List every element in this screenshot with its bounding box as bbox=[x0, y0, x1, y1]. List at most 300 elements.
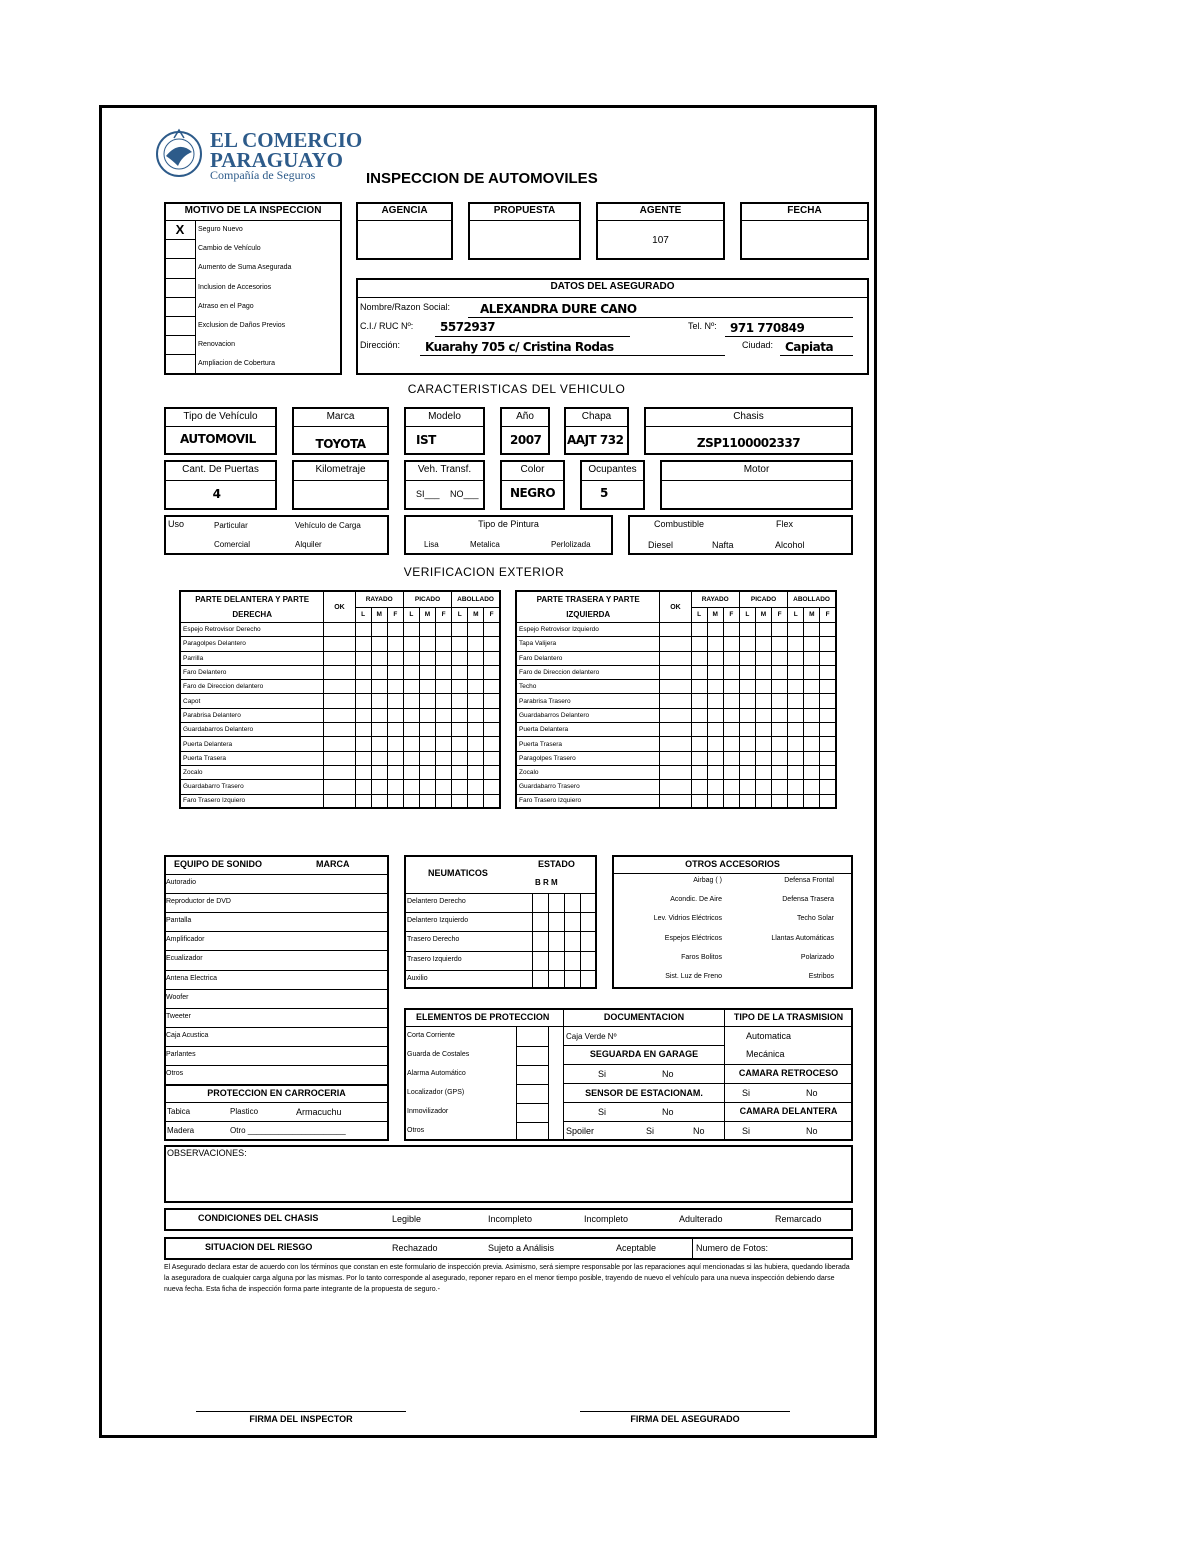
verif-right-check-cell[interactable] bbox=[707, 737, 723, 751]
verif-right-check-cell[interactable] bbox=[804, 794, 820, 808]
verif-left-check-cell[interactable] bbox=[468, 708, 484, 722]
verif-right-check-cell[interactable] bbox=[804, 637, 820, 651]
verif-left-check-cell[interactable] bbox=[452, 708, 468, 722]
verif-left-check-cell[interactable] bbox=[419, 723, 435, 737]
verif-right-check-cell[interactable] bbox=[788, 694, 804, 708]
pintura-lisa[interactable]: Lisa bbox=[424, 540, 439, 549]
verif-right-check-cell[interactable] bbox=[755, 794, 771, 808]
sensor-si[interactable]: Si bbox=[598, 1107, 607, 1117]
verif-right-check-cell[interactable] bbox=[739, 794, 755, 808]
verif-left-check-cell[interactable] bbox=[355, 751, 371, 765]
verif-left-check-cell[interactable] bbox=[355, 794, 371, 808]
verif-left-check-cell[interactable] bbox=[436, 637, 452, 651]
verif-left-check-cell[interactable] bbox=[468, 737, 484, 751]
verif-right-check-cell[interactable] bbox=[739, 765, 755, 779]
verif-right-check-cell[interactable] bbox=[707, 780, 723, 794]
verif-left-check-cell[interactable] bbox=[324, 651, 355, 665]
verif-right-check-cell[interactable] bbox=[691, 737, 707, 751]
verif-left-check-cell[interactable] bbox=[419, 737, 435, 751]
garage-no[interactable]: No bbox=[662, 1069, 674, 1079]
verif-left-check-cell[interactable] bbox=[403, 737, 419, 751]
otros-right-item[interactable]: Llantas Automáticas bbox=[771, 934, 834, 942]
verif-right-check-cell[interactable] bbox=[755, 637, 771, 651]
verif-left-check-cell[interactable] bbox=[468, 665, 484, 679]
verif-right-check-cell[interactable] bbox=[772, 737, 788, 751]
uso-alquiler[interactable]: Alquiler bbox=[295, 540, 322, 549]
verif-right-check-cell[interactable] bbox=[723, 794, 739, 808]
verif-right-check-cell[interactable] bbox=[804, 765, 820, 779]
verif-right-check-cell[interactable] bbox=[707, 765, 723, 779]
proteccion-madera[interactable]: Madera bbox=[167, 1126, 195, 1135]
proteccion-tabica[interactable]: Tabica bbox=[167, 1107, 191, 1116]
verif-right-check-cell[interactable] bbox=[691, 765, 707, 779]
verif-left-check-cell[interactable] bbox=[387, 680, 403, 694]
verif-right-check-cell[interactable] bbox=[820, 737, 836, 751]
verif-right-check-cell[interactable] bbox=[660, 637, 691, 651]
verif-right-check-cell[interactable] bbox=[755, 651, 771, 665]
verif-left-check-cell[interactable] bbox=[355, 637, 371, 651]
verif-right-check-cell[interactable] bbox=[804, 651, 820, 665]
verif-right-check-cell[interactable] bbox=[820, 694, 836, 708]
verif-left-check-cell[interactable] bbox=[484, 751, 500, 765]
observaciones-box[interactable] bbox=[164, 1145, 853, 1203]
verif-left-check-cell[interactable] bbox=[371, 780, 387, 794]
verif-right-check-cell[interactable] bbox=[707, 751, 723, 765]
verif-left-check-cell[interactable] bbox=[387, 723, 403, 737]
verif-right-check-cell[interactable] bbox=[788, 723, 804, 737]
verif-left-check-cell[interactable] bbox=[387, 637, 403, 651]
verif-right-check-cell[interactable] bbox=[691, 651, 707, 665]
verif-left-check-cell[interactable] bbox=[436, 680, 452, 694]
verif-left-check-cell[interactable] bbox=[355, 708, 371, 722]
motivo-checkbox[interactable]: X bbox=[175, 222, 185, 237]
verif-left-check-cell[interactable] bbox=[419, 623, 435, 637]
verif-left-check-cell[interactable] bbox=[484, 651, 500, 665]
verif-left-check-cell[interactable] bbox=[419, 637, 435, 651]
verif-left-check-cell[interactable] bbox=[371, 708, 387, 722]
verif-left-check-cell[interactable] bbox=[355, 723, 371, 737]
verif-left-check-cell[interactable] bbox=[387, 651, 403, 665]
transmision-auto[interactable]: Automatica bbox=[746, 1031, 792, 1041]
verif-right-check-cell[interactable] bbox=[660, 751, 691, 765]
verif-right-check-cell[interactable] bbox=[755, 751, 771, 765]
verif-right-check-cell[interactable] bbox=[772, 708, 788, 722]
verif-right-check-cell[interactable] bbox=[660, 737, 691, 751]
verif-right-check-cell[interactable] bbox=[788, 737, 804, 751]
verif-left-check-cell[interactable] bbox=[436, 780, 452, 794]
chasis-opt-incompleto-1[interactable]: Incompleto bbox=[488, 1214, 533, 1224]
verif-left-check-cell[interactable] bbox=[452, 680, 468, 694]
verif-right-check-cell[interactable] bbox=[755, 665, 771, 679]
verif-right-check-cell[interactable] bbox=[755, 723, 771, 737]
verif-left-check-cell[interactable] bbox=[324, 780, 355, 794]
verif-left-check-cell[interactable] bbox=[387, 623, 403, 637]
otros-right-item[interactable]: Techo Solar bbox=[797, 915, 834, 923]
verif-left-check-cell[interactable] bbox=[324, 680, 355, 694]
verif-left-check-cell[interactable] bbox=[484, 794, 500, 808]
verif-right-check-cell[interactable] bbox=[820, 708, 836, 722]
combustible-nafta[interactable]: Nafta bbox=[712, 540, 734, 550]
verif-right-check-cell[interactable] bbox=[804, 737, 820, 751]
verif-right-check-cell[interactable] bbox=[723, 765, 739, 779]
verif-left-check-cell[interactable] bbox=[403, 694, 419, 708]
verif-left-check-cell[interactable] bbox=[387, 665, 403, 679]
verif-right-check-cell[interactable] bbox=[755, 780, 771, 794]
verif-right-check-cell[interactable] bbox=[755, 623, 771, 637]
verif-right-check-cell[interactable] bbox=[691, 751, 707, 765]
verif-right-check-cell[interactable] bbox=[691, 723, 707, 737]
proteccion-plastico[interactable]: Plastico bbox=[230, 1107, 259, 1116]
verif-left-check-cell[interactable] bbox=[436, 765, 452, 779]
verif-right-check-cell[interactable] bbox=[788, 680, 804, 694]
verif-right-check-cell[interactable] bbox=[772, 623, 788, 637]
verif-right-check-cell[interactable] bbox=[707, 651, 723, 665]
verif-left-check-cell[interactable] bbox=[436, 694, 452, 708]
verif-right-check-cell[interactable] bbox=[804, 665, 820, 679]
verif-left-check-cell[interactable] bbox=[371, 651, 387, 665]
chasis-opt-legible[interactable]: Legible bbox=[392, 1214, 422, 1224]
transf-si[interactable]: SI___ bbox=[416, 489, 440, 499]
verif-left-check-cell[interactable] bbox=[452, 723, 468, 737]
otros-right-item[interactable]: Polarizado bbox=[800, 953, 834, 961]
verif-right-check-cell[interactable] bbox=[788, 780, 804, 794]
verif-right-check-cell[interactable] bbox=[723, 623, 739, 637]
verif-left-check-cell[interactable] bbox=[371, 737, 387, 751]
verif-right-check-cell[interactable] bbox=[723, 723, 739, 737]
otros-left-item[interactable]: Sist. Luz de Freno bbox=[665, 973, 722, 980]
verif-left-check-cell[interactable] bbox=[324, 765, 355, 779]
verif-right-check-cell[interactable] bbox=[707, 623, 723, 637]
verif-right-check-cell[interactable] bbox=[820, 651, 836, 665]
otros-left-item[interactable]: Faros Bolitos bbox=[681, 953, 722, 961]
verif-right-check-cell[interactable] bbox=[739, 708, 755, 722]
proteccion-otro[interactable]: Otro ______________________ bbox=[230, 1126, 346, 1135]
verif-right-check-cell[interactable] bbox=[707, 694, 723, 708]
delantera-no[interactable]: No bbox=[806, 1126, 818, 1136]
verif-left-check-cell[interactable] bbox=[371, 723, 387, 737]
verif-left-check-cell[interactable] bbox=[387, 694, 403, 708]
verif-left-check-cell[interactable] bbox=[419, 765, 435, 779]
pintura-metalica[interactable]: Metalica bbox=[470, 540, 500, 549]
verif-left-check-cell[interactable] bbox=[452, 794, 468, 808]
chasis-opt-adulterado[interactable]: Adulterado bbox=[679, 1214, 723, 1224]
verif-left-check-cell[interactable] bbox=[403, 794, 419, 808]
otros-right-item[interactable]: Defensa Frontal bbox=[784, 877, 834, 884]
verif-left-check-cell[interactable] bbox=[355, 765, 371, 779]
verif-right-check-cell[interactable] bbox=[707, 665, 723, 679]
verif-left-check-cell[interactable] bbox=[484, 723, 500, 737]
proteccion-armacuchu[interactable]: Armacuchu bbox=[296, 1107, 342, 1117]
verif-left-check-cell[interactable] bbox=[419, 794, 435, 808]
verif-left-check-cell[interactable] bbox=[484, 708, 500, 722]
verif-left-check-cell[interactable] bbox=[403, 665, 419, 679]
verif-left-check-cell[interactable] bbox=[484, 623, 500, 637]
verif-left-check-cell[interactable] bbox=[468, 765, 484, 779]
verif-left-check-cell[interactable] bbox=[324, 751, 355, 765]
verif-left-check-cell[interactable] bbox=[403, 651, 419, 665]
verif-left-check-cell[interactable] bbox=[324, 637, 355, 651]
uso-comercial[interactable]: Comercial bbox=[214, 540, 251, 549]
verif-right-check-cell[interactable] bbox=[723, 651, 739, 665]
verif-left-check-cell[interactable] bbox=[387, 794, 403, 808]
verif-left-check-cell[interactable] bbox=[452, 637, 468, 651]
verif-right-check-cell[interactable] bbox=[772, 637, 788, 651]
verif-left-check-cell[interactable] bbox=[371, 794, 387, 808]
verif-right-check-cell[interactable] bbox=[660, 665, 691, 679]
verif-right-check-cell[interactable] bbox=[660, 780, 691, 794]
verif-right-check-cell[interactable] bbox=[739, 723, 755, 737]
combustible-diesel[interactable]: Diesel bbox=[648, 540, 674, 550]
verif-right-check-cell[interactable] bbox=[739, 680, 755, 694]
verif-left-check-cell[interactable] bbox=[419, 708, 435, 722]
verif-left-check-cell[interactable] bbox=[324, 708, 355, 722]
verif-left-check-cell[interactable] bbox=[387, 780, 403, 794]
verif-left-check-cell[interactable] bbox=[403, 780, 419, 794]
verif-right-check-cell[interactable] bbox=[660, 765, 691, 779]
verif-right-check-cell[interactable] bbox=[772, 651, 788, 665]
verif-right-check-cell[interactable] bbox=[755, 680, 771, 694]
verif-left-check-cell[interactable] bbox=[436, 737, 452, 751]
verif-left-check-cell[interactable] bbox=[371, 665, 387, 679]
verif-left-check-cell[interactable] bbox=[484, 665, 500, 679]
verif-right-check-cell[interactable] bbox=[691, 780, 707, 794]
verif-left-check-cell[interactable] bbox=[468, 694, 484, 708]
garage-si[interactable]: Si bbox=[598, 1069, 607, 1079]
verif-left-check-cell[interactable] bbox=[436, 723, 452, 737]
combustible-flex[interactable]: Flex bbox=[776, 519, 794, 529]
verif-right-check-cell[interactable] bbox=[660, 794, 691, 808]
verif-right-check-cell[interactable] bbox=[788, 651, 804, 665]
verif-left-check-cell[interactable] bbox=[419, 680, 435, 694]
verif-right-check-cell[interactable] bbox=[788, 794, 804, 808]
chasis-opt-incompleto-2[interactable]: Incompleto bbox=[584, 1214, 629, 1224]
verif-left-check-cell[interactable] bbox=[452, 694, 468, 708]
verif-right-check-cell[interactable] bbox=[755, 708, 771, 722]
delantera-si[interactable]: Si bbox=[742, 1126, 751, 1136]
verif-left-check-cell[interactable] bbox=[436, 665, 452, 679]
verif-left-check-cell[interactable] bbox=[419, 751, 435, 765]
verif-left-check-cell[interactable] bbox=[436, 623, 452, 637]
verif-left-check-cell[interactable] bbox=[371, 623, 387, 637]
verif-right-check-cell[interactable] bbox=[772, 794, 788, 808]
verif-left-check-cell[interactable] bbox=[387, 751, 403, 765]
verif-right-check-cell[interactable] bbox=[820, 794, 836, 808]
verif-left-check-cell[interactable] bbox=[355, 780, 371, 794]
verif-right-check-cell[interactable] bbox=[723, 665, 739, 679]
verif-left-check-cell[interactable] bbox=[355, 623, 371, 637]
verif-right-check-cell[interactable] bbox=[723, 751, 739, 765]
verif-right-check-cell[interactable] bbox=[723, 708, 739, 722]
spoiler-no[interactable]: No bbox=[693, 1126, 705, 1136]
verif-left-check-cell[interactable] bbox=[452, 751, 468, 765]
verif-right-check-cell[interactable] bbox=[804, 680, 820, 694]
verif-right-check-cell[interactable] bbox=[660, 708, 691, 722]
verif-left-check-cell[interactable] bbox=[436, 708, 452, 722]
verif-right-check-cell[interactable] bbox=[723, 680, 739, 694]
verif-left-check-cell[interactable] bbox=[484, 694, 500, 708]
verif-right-check-cell[interactable] bbox=[820, 723, 836, 737]
verif-right-check-cell[interactable] bbox=[772, 665, 788, 679]
verif-right-check-cell[interactable] bbox=[739, 651, 755, 665]
verif-right-check-cell[interactable] bbox=[707, 723, 723, 737]
sensor-no[interactable]: No bbox=[662, 1107, 674, 1117]
verif-right-check-cell[interactable] bbox=[772, 751, 788, 765]
verif-left-check-cell[interactable] bbox=[355, 680, 371, 694]
verif-right-check-cell[interactable] bbox=[707, 637, 723, 651]
verif-left-check-cell[interactable] bbox=[436, 651, 452, 665]
verif-right-check-cell[interactable] bbox=[820, 680, 836, 694]
verif-left-check-cell[interactable] bbox=[468, 723, 484, 737]
verif-right-check-cell[interactable] bbox=[788, 751, 804, 765]
verif-right-check-cell[interactable] bbox=[804, 723, 820, 737]
chasis-opt-remarcado[interactable]: Remarcado bbox=[775, 1214, 822, 1224]
verif-right-check-cell[interactable] bbox=[660, 651, 691, 665]
verif-left-check-cell[interactable] bbox=[468, 680, 484, 694]
verif-right-check-cell[interactable] bbox=[772, 723, 788, 737]
verif-left-check-cell[interactable] bbox=[403, 708, 419, 722]
verif-left-check-cell[interactable] bbox=[371, 680, 387, 694]
verif-right-check-cell[interactable] bbox=[788, 765, 804, 779]
verif-left-check-cell[interactable] bbox=[436, 794, 452, 808]
verif-right-check-cell[interactable] bbox=[755, 737, 771, 751]
verif-right-check-cell[interactable] bbox=[660, 694, 691, 708]
otros-right-item[interactable]: Defensa Trasera bbox=[782, 896, 834, 904]
verif-left-check-cell[interactable] bbox=[468, 794, 484, 808]
riesgo-aceptable[interactable]: Aceptable bbox=[616, 1243, 657, 1253]
retroceso-no[interactable]: No bbox=[806, 1088, 818, 1098]
otros-left-item[interactable]: Acondic. De Aire bbox=[670, 896, 722, 904]
verif-right-check-cell[interactable] bbox=[707, 794, 723, 808]
verif-right-check-cell[interactable] bbox=[660, 680, 691, 694]
verif-left-check-cell[interactable] bbox=[355, 737, 371, 751]
verif-left-check-cell[interactable] bbox=[403, 765, 419, 779]
pintura-perlolizada[interactable]: Perlolizada bbox=[551, 540, 591, 549]
verif-left-check-cell[interactable] bbox=[452, 780, 468, 794]
verif-right-check-cell[interactable] bbox=[691, 794, 707, 808]
verif-left-check-cell[interactable] bbox=[468, 637, 484, 651]
verif-left-check-cell[interactable] bbox=[484, 637, 500, 651]
verif-left-check-cell[interactable] bbox=[387, 708, 403, 722]
riesgo-sujeto[interactable]: Sujeto a Análisis bbox=[488, 1243, 555, 1253]
verif-left-check-cell[interactable] bbox=[484, 680, 500, 694]
verif-left-check-cell[interactable] bbox=[452, 737, 468, 751]
verif-right-check-cell[interactable] bbox=[820, 780, 836, 794]
verif-right-check-cell[interactable] bbox=[772, 780, 788, 794]
transmision-mecanica[interactable]: Mecánica bbox=[746, 1049, 785, 1059]
verif-right-check-cell[interactable] bbox=[691, 708, 707, 722]
retroceso-si[interactable]: Si bbox=[742, 1088, 751, 1098]
verif-right-check-cell[interactable] bbox=[691, 665, 707, 679]
verif-left-check-cell[interactable] bbox=[419, 694, 435, 708]
verif-right-check-cell[interactable] bbox=[820, 765, 836, 779]
verif-right-check-cell[interactable] bbox=[788, 623, 804, 637]
verif-right-check-cell[interactable] bbox=[723, 637, 739, 651]
verif-left-check-cell[interactable] bbox=[324, 623, 355, 637]
verif-right-check-cell[interactable] bbox=[739, 737, 755, 751]
verif-left-check-cell[interactable] bbox=[355, 651, 371, 665]
verif-left-check-cell[interactable] bbox=[468, 623, 484, 637]
verif-right-check-cell[interactable] bbox=[691, 694, 707, 708]
otros-left-item[interactable]: Airbag ( ) bbox=[693, 877, 722, 884]
verif-right-check-cell[interactable] bbox=[723, 780, 739, 794]
verif-left-check-cell[interactable] bbox=[324, 665, 355, 679]
verif-left-check-cell[interactable] bbox=[436, 751, 452, 765]
verif-right-check-cell[interactable] bbox=[739, 694, 755, 708]
verif-left-check-cell[interactable] bbox=[324, 737, 355, 751]
verif-right-check-cell[interactable] bbox=[755, 765, 771, 779]
verif-left-check-cell[interactable] bbox=[403, 680, 419, 694]
verif-right-check-cell[interactable] bbox=[739, 780, 755, 794]
otros-right-item[interactable]: Estribos bbox=[808, 973, 834, 980]
verif-right-check-cell[interactable] bbox=[772, 680, 788, 694]
verif-right-check-cell[interactable] bbox=[804, 780, 820, 794]
verif-right-check-cell[interactable] bbox=[691, 637, 707, 651]
verif-left-check-cell[interactable] bbox=[403, 623, 419, 637]
verif-right-check-cell[interactable] bbox=[788, 665, 804, 679]
verif-right-check-cell[interactable] bbox=[739, 637, 755, 651]
uso-carga[interactable]: Vehículo de Carga bbox=[295, 521, 361, 530]
verif-left-check-cell[interactable] bbox=[355, 694, 371, 708]
verif-right-check-cell[interactable] bbox=[804, 708, 820, 722]
verif-left-check-cell[interactable] bbox=[452, 665, 468, 679]
verif-left-check-cell[interactable] bbox=[419, 665, 435, 679]
verif-left-check-cell[interactable] bbox=[468, 651, 484, 665]
verif-right-check-cell[interactable] bbox=[660, 723, 691, 737]
verif-right-check-cell[interactable] bbox=[707, 680, 723, 694]
verif-left-check-cell[interactable] bbox=[403, 723, 419, 737]
verif-right-check-cell[interactable] bbox=[755, 694, 771, 708]
verif-right-check-cell[interactable] bbox=[772, 694, 788, 708]
verif-right-check-cell[interactable] bbox=[691, 623, 707, 637]
spoiler-si[interactable]: Si bbox=[646, 1126, 655, 1136]
verif-left-check-cell[interactable] bbox=[387, 737, 403, 751]
verif-left-check-cell[interactable] bbox=[452, 651, 468, 665]
verif-right-check-cell[interactable] bbox=[820, 751, 836, 765]
otros-left-item[interactable]: Espejos Eléctricos bbox=[664, 934, 722, 942]
verif-right-check-cell[interactable] bbox=[723, 737, 739, 751]
verif-right-check-cell[interactable] bbox=[739, 665, 755, 679]
verif-right-check-cell[interactable] bbox=[804, 751, 820, 765]
verif-left-check-cell[interactable] bbox=[419, 651, 435, 665]
verif-left-check-cell[interactable] bbox=[355, 665, 371, 679]
combustible-alcohol[interactable]: Alcohol bbox=[775, 540, 805, 550]
otros-left-item[interactable]: Lev. Vidrios Eléctricos bbox=[653, 915, 722, 923]
verif-left-check-cell[interactable] bbox=[371, 637, 387, 651]
verif-left-check-cell[interactable] bbox=[403, 751, 419, 765]
verif-right-check-cell[interactable] bbox=[723, 694, 739, 708]
verif-left-check-cell[interactable] bbox=[484, 765, 500, 779]
verif-left-check-cell[interactable] bbox=[324, 694, 355, 708]
verif-left-check-cell[interactable] bbox=[403, 637, 419, 651]
verif-left-check-cell[interactable] bbox=[468, 780, 484, 794]
verif-right-check-cell[interactable] bbox=[820, 623, 836, 637]
verif-left-check-cell[interactable] bbox=[371, 765, 387, 779]
verif-right-check-cell[interactable] bbox=[804, 694, 820, 708]
verif-left-check-cell[interactable] bbox=[452, 623, 468, 637]
riesgo-rechazado[interactable]: Rechazado bbox=[392, 1243, 438, 1253]
transf-no[interactable]: NO___ bbox=[450, 489, 479, 499]
verif-left-check-cell[interactable] bbox=[484, 737, 500, 751]
verif-right-check-cell[interactable] bbox=[772, 765, 788, 779]
verif-right-check-cell[interactable] bbox=[820, 637, 836, 651]
verif-right-check-cell[interactable] bbox=[804, 623, 820, 637]
verif-left-check-cell[interactable] bbox=[452, 765, 468, 779]
verif-right-check-cell[interactable] bbox=[788, 708, 804, 722]
verif-right-check-cell[interactable] bbox=[739, 623, 755, 637]
verif-left-check-cell[interactable] bbox=[419, 780, 435, 794]
verif-left-check-cell[interactable] bbox=[324, 794, 355, 808]
verif-left-check-cell[interactable] bbox=[371, 694, 387, 708]
